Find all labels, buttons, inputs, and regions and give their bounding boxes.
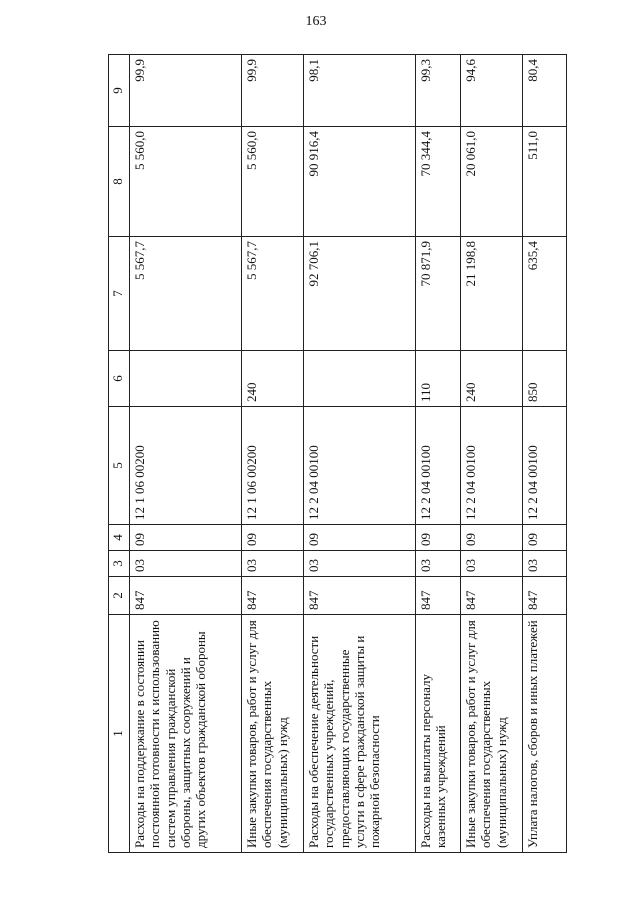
cell-c3: 03 (461, 551, 523, 577)
cell-c6: 240 (242, 351, 304, 407)
cell-c3: 03 (304, 551, 416, 577)
cell-c2: 847 (304, 577, 416, 615)
cell-c8: 5 560,0 (130, 127, 242, 237)
cell-c4: 09 (304, 525, 416, 551)
column-header: 5 (109, 407, 130, 525)
cell-c7: 21 198,8 (461, 237, 523, 351)
row-name: Расходы на поддержание в состоянии постоянной готовности к использованию систем управления гражданской обороны, защитных сооружений и других объектов гражданской обороны (130, 615, 242, 853)
row-name: Расходы на обеспечение деятельности государственных учреждений, предоставляющих государственные услуги в сфере гражданской защиты и пожарной безопасности (304, 615, 416, 853)
cell-c5: 12 2 04 00100 (304, 407, 416, 525)
table-header-row (109, 55, 130, 853)
cell-c9: 80,4 (523, 55, 567, 127)
table-row (130, 55, 242, 853)
cell-c3: 03 (523, 551, 567, 577)
table-row (416, 55, 461, 853)
column-header: 9 (109, 55, 130, 127)
table-row (523, 55, 567, 853)
budget-table (108, 54, 567, 853)
cell-c9: 99,9 (130, 55, 242, 127)
cell-c5: 12 1 06 00200 (242, 407, 304, 525)
column-header: 1 (109, 615, 130, 853)
cell-c9: 99,9 (242, 55, 304, 127)
column-header: 7 (109, 237, 130, 351)
cell-c4: 09 (523, 525, 567, 551)
cell-c2: 847 (242, 577, 304, 615)
rotated-table-content (108, 55, 540, 853)
column-header: 6 (109, 351, 130, 407)
cell-c2: 847 (416, 577, 461, 615)
cell-c7: 5 567,7 (130, 237, 242, 351)
table-row (461, 55, 523, 853)
cell-c6 (304, 351, 416, 407)
cell-c3: 03 (416, 551, 461, 577)
cell-c8: 70 344,4 (416, 127, 461, 237)
cell-c2: 847 (461, 577, 523, 615)
table-row (242, 55, 304, 853)
table-row (304, 55, 416, 853)
cell-c7: 70 871,9 (416, 237, 461, 351)
column-header: 3 (109, 551, 130, 577)
row-name: Иные закупки товаров, работ и услуг для обеспечения государственных (муниципальных) нужд (461, 615, 523, 853)
column-header: 4 (109, 525, 130, 551)
row-name: Иные закупки товаров, работ и услуг для обеспечения государственных (муниципальных) нужд (242, 615, 304, 853)
cell-c3: 03 (242, 551, 304, 577)
cell-c3: 03 (130, 551, 242, 577)
cell-c6: 110 (416, 351, 461, 407)
cell-c6: 240 (461, 351, 523, 407)
cell-c5: 12 2 04 00100 (523, 407, 567, 525)
rotated-table-frame (108, 55, 540, 853)
cell-c4: 09 (130, 525, 242, 551)
cell-c8: 5 560,0 (242, 127, 304, 237)
cell-c2: 847 (523, 577, 567, 615)
cell-c5: 12 2 04 00100 (416, 407, 461, 525)
cell-c7: 92 706,1 (304, 237, 416, 351)
row-name: Уплата налогов, сборов и иных платежей (523, 615, 567, 853)
row-name: Расходы на выплаты персоналу казенных учреждений (416, 615, 461, 853)
cell-c9: 99,3 (416, 55, 461, 127)
cell-c7: 5 567,7 (242, 237, 304, 351)
cell-c4: 09 (416, 525, 461, 551)
cell-c8: 20 061,0 (461, 127, 523, 237)
cell-c2: 847 (130, 577, 242, 615)
cell-c5: 12 2 04 00100 (461, 407, 523, 525)
cell-c6: 850 (523, 351, 567, 407)
cell-c7: 635,4 (523, 237, 567, 351)
column-header: 8 (109, 127, 130, 237)
cell-c4: 09 (242, 525, 304, 551)
page-number: 163 (305, 14, 327, 29)
cell-c8: 511,0 (523, 127, 567, 237)
column-header: 2 (109, 577, 130, 615)
cell-c8: 90 916,4 (304, 127, 416, 237)
cell-c4: 09 (461, 525, 523, 551)
cell-c5: 12 1 06 00200 (130, 407, 242, 525)
cell-c9: 94,6 (461, 55, 523, 127)
cell-c9: 98,1 (304, 55, 416, 127)
cell-c6 (130, 351, 242, 407)
